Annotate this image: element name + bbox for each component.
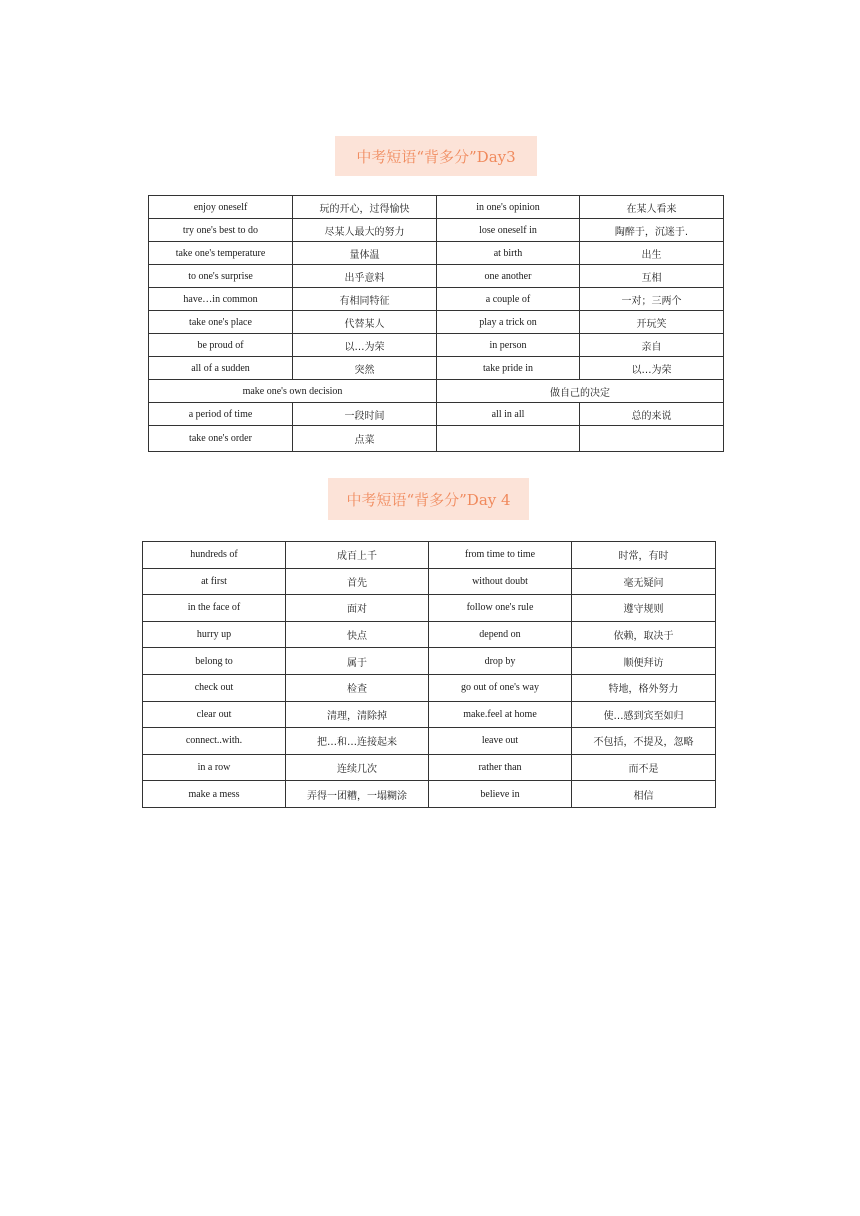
phrase-cell: have…in common [149, 288, 293, 311]
meaning-cell: 不包括，不提及，忽略 [572, 728, 716, 755]
meaning-cell: 点菜 [293, 426, 437, 452]
meaning-cell: 出乎意料 [293, 265, 437, 288]
meaning-cell: 一段时间 [293, 403, 437, 426]
table-row [143, 595, 716, 622]
meaning-cell: 顺便拜访 [572, 648, 716, 675]
phrase-cell: take one's place [149, 311, 293, 334]
phrase-cell: at birth [437, 242, 580, 265]
table-row [143, 568, 716, 595]
table-row [149, 357, 724, 380]
meaning-cell: 开玩笑 [580, 311, 724, 334]
meaning-cell: 面对 [286, 595, 429, 622]
phrase-cell: try one's best to do [149, 219, 293, 242]
meaning-cell: 属于 [286, 648, 429, 675]
table-row [143, 674, 716, 701]
phrase-cell: hundreds of [143, 542, 286, 569]
meaning-cell: 特地，格外努力 [572, 674, 716, 701]
table-row [143, 701, 716, 728]
phrase-cell: drop by [429, 648, 572, 675]
day4-phrase-table [142, 541, 716, 808]
table-row [149, 196, 724, 219]
phrase-cell: play a trick on [437, 311, 580, 334]
table-row [143, 781, 716, 808]
phrase-cell: belong to [143, 648, 286, 675]
meaning-cell: 代替某人 [293, 311, 437, 334]
table-row [143, 621, 716, 648]
phrase-cell: to one's surprise [149, 265, 293, 288]
meaning-cell: 依赖，取决于 [572, 621, 716, 648]
meaning-cell: 把…和…连接起来 [286, 728, 429, 755]
phrase-cell: in a row [143, 754, 286, 781]
meaning-cell: 以…为荣 [293, 334, 437, 357]
meaning-cell: 玩的开心，过得愉快 [293, 196, 437, 219]
meaning-cell: 做自己的决定 [437, 380, 724, 403]
table-row [143, 542, 716, 569]
meaning-cell: 清理，清除掉 [286, 701, 429, 728]
meaning-cell: 尽某人最大的努力 [293, 219, 437, 242]
meaning-cell: 弄得一团糟，一塌糊涂 [286, 781, 429, 808]
table-row [149, 380, 724, 403]
phrase-cell: rather than [429, 754, 572, 781]
phrase-cell: take one's order [149, 426, 293, 452]
phrase-cell: go out of one's way [429, 674, 572, 701]
phrase-cell: make.feel at home [429, 701, 572, 728]
day3-phrase-table [148, 195, 724, 452]
meaning-cell: 而不是 [572, 754, 716, 781]
phrase-cell: one another [437, 265, 580, 288]
day3-title: 中考短语“背多分”Day3 [335, 136, 537, 176]
phrase-cell: take pride in [437, 357, 580, 380]
meaning-cell: 互相 [580, 265, 724, 288]
meaning-cell: 首先 [286, 568, 429, 595]
meaning-cell: 有相同特征 [293, 288, 437, 311]
table-row [149, 242, 724, 265]
table-row [149, 311, 724, 334]
phrase-cell: leave out [429, 728, 572, 755]
meaning-cell: 时常，有时 [572, 542, 716, 569]
table-row [143, 728, 716, 755]
meaning-cell: 使…感到宾至如归 [572, 701, 716, 728]
phrase-cell: a period of time [149, 403, 293, 426]
phrase-cell: connect..with. [143, 728, 286, 755]
table-row [149, 219, 724, 242]
phrase-cell: clear out [143, 701, 286, 728]
phrase-cell: in one's opinion [437, 196, 580, 219]
meaning-cell: 遵守规则 [572, 595, 716, 622]
phrase-cell: a couple of [437, 288, 580, 311]
meaning-cell: 突然 [293, 357, 437, 380]
meaning-cell: 一对；三两个 [580, 288, 724, 311]
phrase-cell: at first [143, 568, 286, 595]
table-row [149, 288, 724, 311]
phrase-cell: all of a sudden [149, 357, 293, 380]
phrase-cell: in the face of [143, 595, 286, 622]
table-row [149, 265, 724, 288]
meaning-cell: 总的来说 [580, 403, 724, 426]
phrase-cell: depend on [429, 621, 572, 648]
phrase-cell: check out [143, 674, 286, 701]
phrase-cell: without doubt [429, 568, 572, 595]
meaning-cell: 毫无疑问 [572, 568, 716, 595]
phrase-cell: believe in [429, 781, 572, 808]
meaning-cell: 连续几次 [286, 754, 429, 781]
table-row [143, 648, 716, 675]
table-row [143, 754, 716, 781]
meaning-cell: 陶醉于，沉迷于. [580, 219, 724, 242]
meaning-cell: 以…为荣 [580, 357, 724, 380]
empty-cell [437, 426, 580, 452]
phrase-cell: make a mess [143, 781, 286, 808]
meaning-cell: 量体温 [293, 242, 437, 265]
meaning-cell: 快点 [286, 621, 429, 648]
phrase-cell: from time to time [429, 542, 572, 569]
phrase-cell: enjoy oneself [149, 196, 293, 219]
table-row [149, 334, 724, 357]
table-row [149, 426, 724, 452]
phrase-cell: be proud of [149, 334, 293, 357]
phrase-cell: take one's temperature [149, 242, 293, 265]
table-row [149, 403, 724, 426]
meaning-cell: 出生 [580, 242, 724, 265]
meaning-cell: 相信 [572, 781, 716, 808]
day4-title: 中考短语“背多分”Day 4 [328, 478, 529, 520]
phrase-cell: hurry up [143, 621, 286, 648]
phrase-cell: make one's own decision [149, 380, 437, 403]
phrase-cell: lose oneself in [437, 219, 580, 242]
phrase-cell: in person [437, 334, 580, 357]
meaning-cell: 在某人看来 [580, 196, 724, 219]
meaning-cell: 成百上千 [286, 542, 429, 569]
phrase-cell: all in all [437, 403, 580, 426]
empty-cell [580, 426, 724, 452]
phrase-cell: follow one's rule [429, 595, 572, 622]
meaning-cell: 亲自 [580, 334, 724, 357]
meaning-cell: 检查 [286, 674, 429, 701]
